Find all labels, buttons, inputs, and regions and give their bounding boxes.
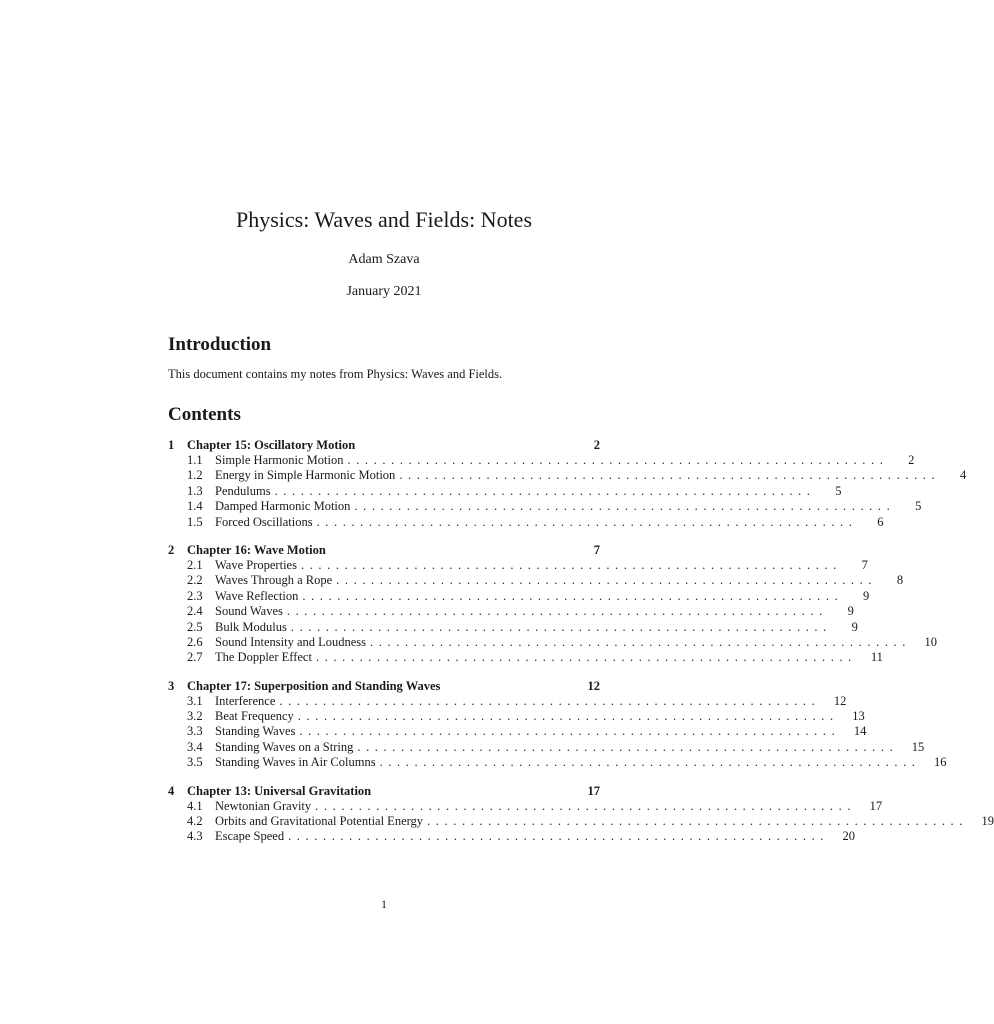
toc-section-title: Escape Speed [215,829,285,844]
toc-section-title: Sound Waves [215,604,283,619]
toc-chapter [168,542,937,666]
toc-section-number: 4.3 [187,829,203,844]
toc-dot-leader: .............................................................. [290,619,832,634]
toc-section-entry[interactable] [168,755,947,770]
toc-section-page: 15 [911,739,925,754]
toc-section-page: 4 [960,468,967,483]
toc-section-entry[interactable] [168,514,884,530]
toc-section-page: 19 [981,814,994,829]
toc-section-entry[interactable] [168,453,915,468]
table-of-contents [168,437,994,857]
toc-dot-leader: .............................................................. [315,650,857,665]
toc-section-entry[interactable] [168,739,925,755]
toc-section-title: Interference [215,693,276,708]
toc-section-page: 9 [847,604,854,619]
toc-section-entry[interactable] [168,588,870,604]
toc-section-title: Standing Waves in Air Columns [215,755,376,770]
toc-chapter-entry[interactable] [168,678,600,694]
toc-section-title: Energy in Simple Harmonic Motion [215,468,396,483]
toc-chapter-page: 7 [593,542,600,557]
toc-section-number: 1.3 [187,483,203,498]
toc-section-entry[interactable] [168,798,883,814]
toc-section-page: 9 [851,619,858,634]
toc-section-title: Damped Harmonic Motion [215,499,351,514]
toc-section-number: 3.1 [187,693,203,708]
page-number: 1 [381,897,387,911]
toc-chapter [168,678,947,771]
toc-section-entry[interactable] [168,724,867,739]
toc-section-entry[interactable] [168,483,842,499]
toc-dot-leader: .............................................................. [288,829,830,844]
toc-section-title: Bulk Modulus [215,619,287,634]
toc-chapter-entry[interactable] [168,783,600,799]
toc-section-title: Standing Waves on a String [215,739,354,754]
toc-section-page: 5 [835,483,842,498]
toc-chapter [168,437,967,530]
toc-dot-leader: .............................................................. [357,739,899,754]
toc-section-number: 2.4 [187,604,203,619]
toc-section-title: Wave Properties [215,557,297,572]
document-date: January 2021 [346,284,422,299]
toc-section-page: 16 [934,755,947,770]
toc-section-entry[interactable] [168,604,854,619]
toc-section-page: 11 [870,650,883,665]
toc-chapter-title: Chapter 16: Wave Motion [187,542,326,557]
toc-chapter-title: Chapter 13: Universal Gravitation [187,783,372,798]
toc-section-entry[interactable] [168,650,883,665]
toc-chapter-page: 2 [593,438,600,452]
toc-section-number: 3.3 [187,724,203,739]
introduction-text: This document contains my notes from Physics: Waves and Fields. [168,367,503,381]
toc-section-title: Waves Through a Rope [215,573,333,588]
toc-section-number: 2.3 [187,588,203,603]
toc-section-title: Orbits and Gravitational Potential Energy [215,814,424,829]
toc-dot-leader: .............................................................. [399,468,941,483]
toc-section-entry[interactable] [168,468,967,483]
toc-section-entry[interactable] [168,814,994,829]
toc-section-number: 4.1 [187,798,203,813]
toc-section-entry[interactable] [168,619,858,635]
toc-section-number: 2.6 [187,634,203,649]
toc-section-page: 20 [842,829,856,844]
toc-chapter-number: 2 [168,542,175,557]
toc-section-page: 5 [915,499,922,514]
toc-section-number: 1.4 [187,499,203,514]
toc-section-page: 2 [908,453,915,467]
toc-section-title: Pendulums [215,483,271,498]
toc-section-entry[interactable] [168,499,922,514]
toc-section-number: 2.7 [187,650,203,665]
contents-heading: Contents [168,404,241,425]
toc-section-entry[interactable] [168,634,937,650]
toc-chapter-title: Chapter 15: Oscillatory Motion [187,438,356,452]
toc-dot-leader: .............................................................. [347,453,889,467]
toc-section-entry[interactable] [168,573,904,588]
toc-dot-leader: .............................................................. [302,588,844,603]
toc-section-page: 6 [877,514,884,529]
toc-section-title: Forced Oscillations [215,514,313,529]
toc-section-title: Newtonian Gravity [215,798,312,813]
toc-section-entry[interactable] [168,709,865,724]
toc-chapter-number: 1 [168,438,175,452]
toc-section-number: 1.2 [187,468,203,483]
document-title: Physics: Waves and Fields: Notes [235,207,533,232]
toc-chapter-entry[interactable] [168,437,600,453]
toc-section-number: 1.1 [187,453,203,467]
toc-dot-leader: .............................................................. [316,514,858,529]
document-author: Adam Szava [348,252,420,267]
toc-section-number: 2.5 [187,619,203,634]
toc-section-title: Simple Harmonic Motion [215,453,344,467]
toc-chapter-number: 3 [168,678,175,693]
toc-section-page: 9 [863,588,870,603]
toc-section-page: 8 [896,573,904,588]
toc-dot-leader: .............................................................. [274,483,816,498]
toc-section-title: Standing Waves [215,724,296,739]
toc-section-page: 13 [852,709,865,724]
toc-section-title: Sound Intensity and Loudness [215,634,367,649]
toc-section-title: The Doppler Effect [215,650,312,665]
toc-section-entry[interactable] [168,693,847,709]
toc-dot-leader: .............................................................. [370,634,911,649]
toc-dot-leader: .............................................................. [354,499,896,514]
introduction-heading: Introduction [168,334,272,355]
toc-section-page: 14 [853,724,867,739]
toc-dot-leader: .............................................................. [379,755,921,770]
toc-section-number: 3.2 [187,709,203,724]
toc-chapter-number: 4 [168,783,175,798]
toc-section-number: 3.5 [187,755,203,770]
toc-dot-leader: .............................................................. [336,573,878,588]
toc-section-page: 7 [861,557,868,572]
toc-section-number: 2.1 [187,557,203,572]
toc-section-page: 12 [833,693,847,708]
toc-dot-leader: .............................................................. [315,798,857,813]
toc-chapter [168,783,994,845]
toc-dot-leader: .............................................................. [286,604,828,619]
toc-chapter-page: 12 [587,678,600,693]
toc-section-page: 10 [924,634,937,649]
toc-section-title: Wave Reflection [215,588,299,603]
toc-dot-leader: .............................................................. [279,693,821,708]
toc-section-number: 3.4 [187,739,203,754]
toc-dot-leader: .............................................................. [299,724,841,739]
toc-section-entry[interactable] [168,557,868,573]
toc-dot-leader: .............................................................. [297,709,839,724]
toc-dot-leader: .............................................................. [427,814,969,829]
toc-section-number: 2.2 [187,573,203,588]
toc-section-page: 17 [869,798,883,813]
toc-section-title: Beat Frequency [215,709,294,724]
toc-chapter-page: 17 [587,783,600,798]
toc-section-entry[interactable] [168,829,856,844]
toc-chapter-entry[interactable] [168,542,600,558]
toc-dot-leader: .............................................................. [300,557,842,572]
toc-chapter-title: Chapter 17: Superposition and Standing Waves [187,678,441,693]
toc-section-number: 1.5 [187,514,203,529]
toc-section-number: 4.2 [187,814,203,829]
